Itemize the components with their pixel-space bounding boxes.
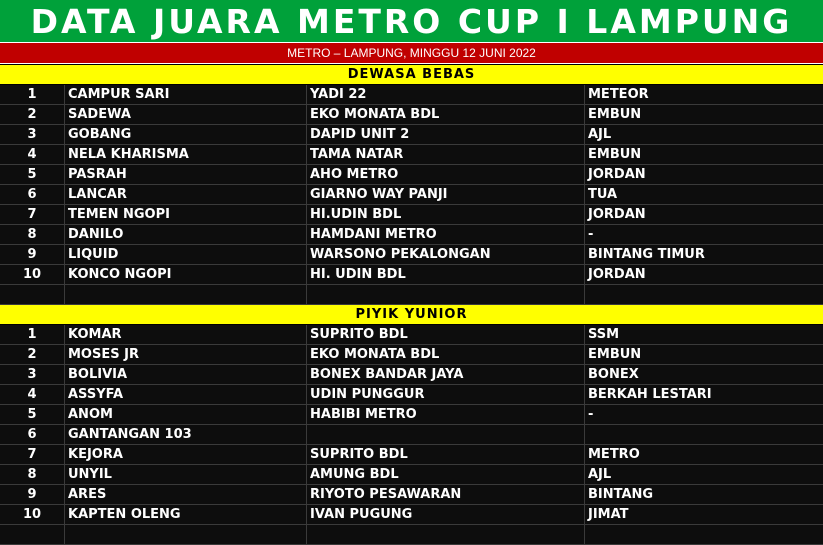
table-row xyxy=(0,505,823,525)
event-subtitle: METRO – LAMPUNG, MINGGU 12 JUNI 2022 xyxy=(0,42,823,63)
rank-cell: 4 xyxy=(0,145,65,164)
bird-name-cell: GANTANGAN 103 xyxy=(65,425,307,444)
table-row xyxy=(0,325,823,345)
bird-name-cell: NELA KHARISMA xyxy=(65,145,307,164)
empty-cell xyxy=(0,525,65,544)
rank-cell: 2 xyxy=(0,105,65,124)
owner-cell: HI.UDIN BDL xyxy=(307,205,585,224)
bird-name-cell: PASRAH xyxy=(65,165,307,184)
page-title: DATA JUARA METRO CUP I LAMPUNG xyxy=(0,0,823,42)
owner-cell: SUPRITO BDL xyxy=(307,445,585,464)
table-row xyxy=(0,85,823,105)
owner-cell: BONEX BANDAR JAYA xyxy=(307,365,585,384)
owner-cell: WARSONO PEKALONGAN xyxy=(307,245,585,264)
section-header: PIYIK YUNIOR xyxy=(0,305,823,325)
empty-cell xyxy=(585,525,823,544)
rank-cell: 5 xyxy=(0,165,65,184)
table-row xyxy=(0,425,823,445)
bird-name-cell: KONCO NGOPI xyxy=(65,265,307,284)
owner-cell: IVAN PUGUNG xyxy=(307,505,585,524)
team-cell: METRO xyxy=(585,445,823,464)
rank-cell: 8 xyxy=(0,465,65,484)
table-row xyxy=(0,245,823,265)
team-cell: JORDAN xyxy=(585,205,823,224)
empty-row xyxy=(0,285,823,305)
empty-cell xyxy=(65,525,307,544)
bird-name-cell: SADEWA xyxy=(65,105,307,124)
rank-cell: 9 xyxy=(0,245,65,264)
team-cell: JORDAN xyxy=(585,165,823,184)
team-cell: EMBUN xyxy=(585,105,823,124)
owner-cell: YADI 22 xyxy=(307,85,585,104)
bird-name-cell: GOBANG xyxy=(65,125,307,144)
owner-cell: EKO MONATA BDL xyxy=(307,345,585,364)
empty-cell xyxy=(307,285,585,304)
team-cell: AJL xyxy=(585,125,823,144)
rank-cell: 6 xyxy=(0,425,65,444)
team-cell: JIMAT xyxy=(585,505,823,524)
results-table xyxy=(0,64,823,545)
bird-name-cell: TEMEN NGOPI xyxy=(65,205,307,224)
rank-cell: 7 xyxy=(0,445,65,464)
owner-cell xyxy=(307,425,585,444)
bird-name-cell: UNYIL xyxy=(65,465,307,484)
owner-cell: AMUNG BDL xyxy=(307,465,585,484)
bird-name-cell: ASSYFA xyxy=(65,385,307,404)
bird-name-cell: KOMAR xyxy=(65,325,307,344)
table-row xyxy=(0,185,823,205)
owner-cell: RIYOTO PESAWARAN xyxy=(307,485,585,504)
owner-cell: HI. UDIN BDL xyxy=(307,265,585,284)
team-cell: BINTANG xyxy=(585,485,823,504)
empty-cell xyxy=(307,525,585,544)
bird-name-cell: KEJORA xyxy=(65,445,307,464)
table-row xyxy=(0,225,823,245)
owner-cell: HABIBI METRO xyxy=(307,405,585,424)
bird-name-cell: ARES xyxy=(65,485,307,504)
team-cell: JORDAN xyxy=(585,265,823,284)
bird-name-cell: BOLIVIA xyxy=(65,365,307,384)
table-row xyxy=(0,345,823,365)
table-row xyxy=(0,125,823,145)
rank-cell: 9 xyxy=(0,485,65,504)
rank-cell: 7 xyxy=(0,205,65,224)
team-cell: BERKAH LESTARI xyxy=(585,385,823,404)
table-row xyxy=(0,405,823,425)
owner-cell: AHO METRO xyxy=(307,165,585,184)
owner-cell: SUPRITO BDL xyxy=(307,325,585,344)
team-cell: EMBUN xyxy=(585,145,823,164)
table-row xyxy=(0,365,823,385)
table-row xyxy=(0,205,823,225)
team-cell: AJL xyxy=(585,465,823,484)
bird-name-cell: LIQUID xyxy=(65,245,307,264)
rank-cell: 10 xyxy=(0,265,65,284)
owner-cell: DAPID UNIT 2 xyxy=(307,125,585,144)
table-row xyxy=(0,445,823,465)
table-row xyxy=(0,265,823,285)
rank-cell: 4 xyxy=(0,385,65,404)
owner-cell: HAMDANI METRO xyxy=(307,225,585,244)
rank-cell: 5 xyxy=(0,405,65,424)
team-cell: - xyxy=(585,225,823,244)
bird-name-cell: CAMPUR SARI xyxy=(65,85,307,104)
rank-cell: 6 xyxy=(0,185,65,204)
rank-cell: 2 xyxy=(0,345,65,364)
rank-cell: 8 xyxy=(0,225,65,244)
bird-name-cell: DANILO xyxy=(65,225,307,244)
empty-row xyxy=(0,525,823,545)
table-row xyxy=(0,485,823,505)
section-header: DEWASA BEBAS xyxy=(0,65,823,85)
team-cell: METEOR xyxy=(585,85,823,104)
bird-name-cell: MOSES JR xyxy=(65,345,307,364)
owner-cell: TAMA NATAR xyxy=(307,145,585,164)
empty-cell xyxy=(0,285,65,304)
team-cell: TUA xyxy=(585,185,823,204)
team-cell: - xyxy=(585,405,823,424)
bird-name-cell: KAPTEN OLENG xyxy=(65,505,307,524)
rank-cell: 1 xyxy=(0,85,65,104)
team-cell xyxy=(585,425,823,444)
rank-cell: 3 xyxy=(0,125,65,144)
team-cell: BINTANG TIMUR xyxy=(585,245,823,264)
owner-cell: GIARNO WAY PANJI xyxy=(307,185,585,204)
table-row xyxy=(0,165,823,185)
bird-name-cell: LANCAR xyxy=(65,185,307,204)
owner-cell: UDIN PUNGGUR xyxy=(307,385,585,404)
team-cell: SSM xyxy=(585,325,823,344)
rank-cell: 10 xyxy=(0,505,65,524)
empty-cell xyxy=(65,285,307,304)
table-row xyxy=(0,105,823,125)
owner-cell: EKO MONATA BDL xyxy=(307,105,585,124)
empty-cell xyxy=(585,285,823,304)
team-cell: EMBUN xyxy=(585,345,823,364)
rank-cell: 1 xyxy=(0,325,65,344)
table-row xyxy=(0,385,823,405)
bird-name-cell: ANOM xyxy=(65,405,307,424)
table-row xyxy=(0,145,823,165)
table-row xyxy=(0,465,823,485)
team-cell: BONEX xyxy=(585,365,823,384)
rank-cell: 3 xyxy=(0,365,65,384)
